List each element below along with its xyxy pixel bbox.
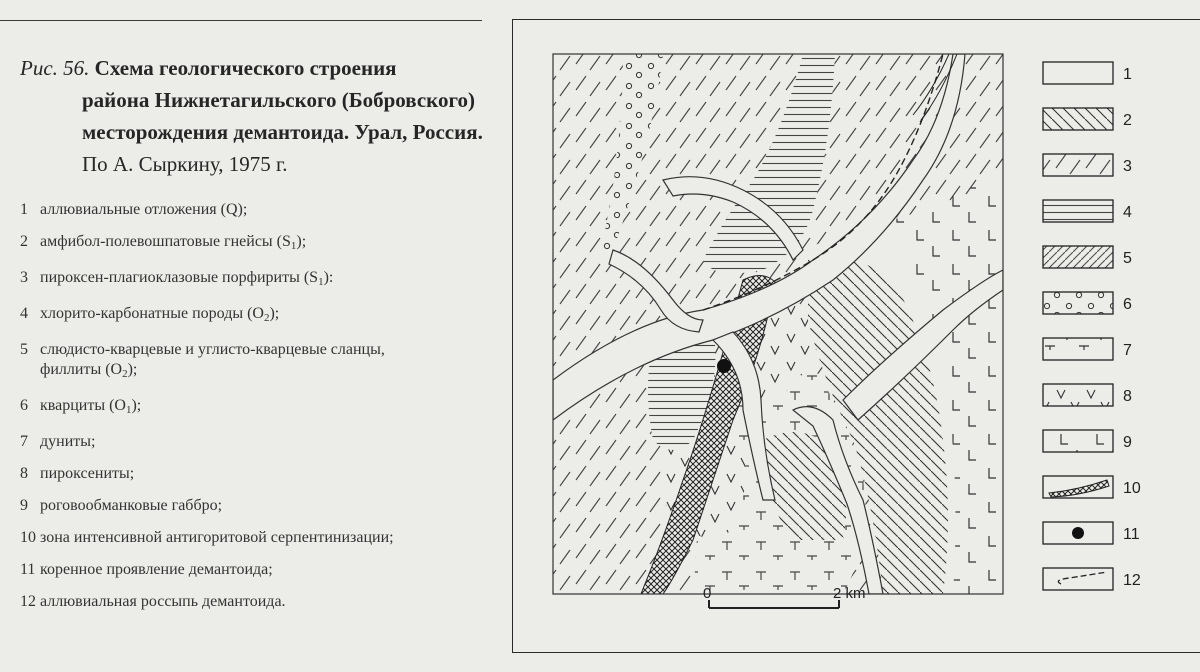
legend-item-number: 6	[20, 397, 28, 414]
legend-item	[20, 232, 490, 256]
legend-item-number: 8	[20, 465, 28, 482]
legend-key-number: 7	[1123, 342, 1132, 359]
legend-item-number: 1	[20, 201, 28, 218]
legend-key-number: 2	[1123, 112, 1132, 129]
legend-item-text	[40, 397, 141, 414]
legend-key-number: 11	[1123, 526, 1140, 543]
legend-subscript: 1	[290, 240, 297, 252]
legend-key-11	[1043, 522, 1140, 544]
legend-item-text	[40, 465, 134, 482]
legend-key-8	[1043, 384, 1132, 406]
legend-key-number: 8	[1123, 388, 1132, 405]
legend-item-text	[40, 201, 247, 218]
legend-item-number: 10	[20, 529, 36, 546]
legend-item	[20, 528, 490, 548]
legend-swatch	[1043, 338, 1113, 360]
legend-item	[20, 396, 490, 420]
legend-key-10	[1043, 476, 1141, 498]
legend-item	[20, 560, 490, 580]
caption-author: По А. Сыркину, 1975 г.	[82, 152, 288, 176]
legend-item-text	[40, 497, 222, 514]
legend-item-text	[40, 341, 385, 378]
legend-item-number: 4	[20, 305, 28, 322]
legend-text-part: );	[131, 397, 142, 414]
legend-key-number: 1	[1123, 66, 1132, 83]
legend-key-number: 10	[1123, 480, 1141, 497]
legend-key-4	[1043, 200, 1132, 222]
legend-key-2	[1043, 108, 1132, 130]
legend-key-number: 3	[1123, 158, 1132, 175]
legend-swatch	[1043, 292, 1113, 314]
legend-item-text	[40, 233, 306, 250]
legend-item	[20, 304, 490, 328]
legend-item-text	[40, 529, 394, 546]
figure-frame	[512, 19, 1200, 653]
legend-item-number: 11	[20, 561, 36, 578]
legend-item	[20, 496, 490, 516]
legend-swatch	[1043, 108, 1113, 130]
legend-dot-symbol	[1072, 527, 1084, 539]
top-rule	[0, 20, 482, 21]
caption-title-rest: района Нижнетагильского (Бобровского) месторождения демантоида.	[82, 88, 475, 144]
legend-key-9	[1043, 430, 1132, 452]
legend-key-3	[1043, 154, 1132, 176]
legend-text-part: );	[269, 305, 280, 322]
legend-item	[20, 592, 490, 612]
caption-prefix: Рис. 56.	[20, 56, 90, 80]
map-legend-key	[1043, 62, 1141, 590]
legend-item	[20, 200, 490, 220]
legend-key-number: 4	[1123, 204, 1132, 221]
legend-item-number: 5	[20, 341, 28, 358]
legend-item-number: 9	[20, 497, 28, 514]
legend-text-part: филлиты (O	[40, 361, 123, 378]
legend-subscript: 1	[318, 276, 324, 288]
legend-item-text	[40, 433, 95, 450]
legend-key-number: 6	[1123, 296, 1132, 313]
legend-list	[20, 200, 490, 624]
legend-text-part: ):	[323, 269, 334, 286]
legend-swatch	[1043, 430, 1113, 452]
legend-swatch	[1043, 568, 1113, 590]
legend-item-text	[40, 269, 333, 286]
legend-text-part: зона интенсивной антигоритовой серпентинизации;	[40, 529, 394, 546]
legend-item	[20, 432, 490, 452]
geological-map	[553, 54, 1003, 594]
legend-key-number: 5	[1123, 250, 1132, 267]
legend-item	[20, 340, 490, 384]
geological-map-figure	[513, 20, 1200, 654]
figure-caption	[20, 52, 490, 180]
legend-key-6	[1043, 292, 1132, 314]
legend-text-part: пироксениты;	[40, 465, 135, 482]
caption-title-line1: Схема геологического строения	[94, 56, 397, 80]
legend-item-number: 3	[20, 269, 28, 286]
legend-subscript: 2	[263, 312, 270, 324]
legend-swatch	[1043, 246, 1113, 268]
legend-swatch	[1043, 154, 1113, 176]
legend-text-part: амфибол-полевошпатовые гнейсы (S	[40, 233, 291, 250]
legend-text-part: роговообманковые габбро;	[40, 497, 223, 514]
legend-key-5	[1043, 246, 1132, 268]
scale-start-label: 0	[703, 585, 712, 602]
legend-key-7	[1043, 338, 1132, 360]
legend-key-1	[1043, 62, 1132, 84]
legend-text-part: аллювиальная россыпь демантоида.	[40, 593, 286, 610]
caption-location: Урал, Россия.	[354, 120, 483, 144]
legend-subscript: 1	[125, 404, 132, 416]
legend-swatch	[1043, 384, 1113, 406]
legend-key-number: 12	[1123, 572, 1141, 589]
legend-item-number: 2	[20, 233, 28, 250]
legend-item-text	[40, 561, 273, 578]
legend-item-text	[40, 305, 279, 322]
legend-item-number: 7	[20, 433, 28, 450]
legend-swatch	[1043, 62, 1113, 84]
legend-text-part: кварциты (O	[40, 397, 126, 414]
legend-key-number: 9	[1123, 434, 1132, 451]
legend-item-text	[40, 593, 286, 610]
legend-text-part: хлорито-карбонатные породы (O	[40, 305, 264, 322]
legend-text-part: аллювиальные отложения (Q);	[40, 201, 248, 218]
bedrock-demantoid-occurrence	[717, 359, 731, 373]
legend-item-number: 12	[20, 593, 36, 610]
legend-key-12	[1043, 568, 1141, 590]
legend-item	[20, 268, 490, 292]
scale-end-label: 2 km	[833, 585, 866, 602]
legend-subscript: 2	[122, 368, 128, 380]
legend-text-part: коренное проявление демантоида;	[40, 561, 273, 578]
legend-item	[20, 464, 490, 484]
legend-text-part: пироксен-плагиоклазовые порфириты (S	[40, 269, 319, 286]
legend-text-part: слюдисто-кварцевые и углисто-кварцевые сланцы,	[40, 341, 385, 358]
legend-text-part: дуниты;	[40, 433, 96, 450]
legend-text-part: );	[127, 361, 138, 378]
legend-text-part: );	[296, 233, 307, 250]
legend-swatch	[1043, 200, 1113, 222]
